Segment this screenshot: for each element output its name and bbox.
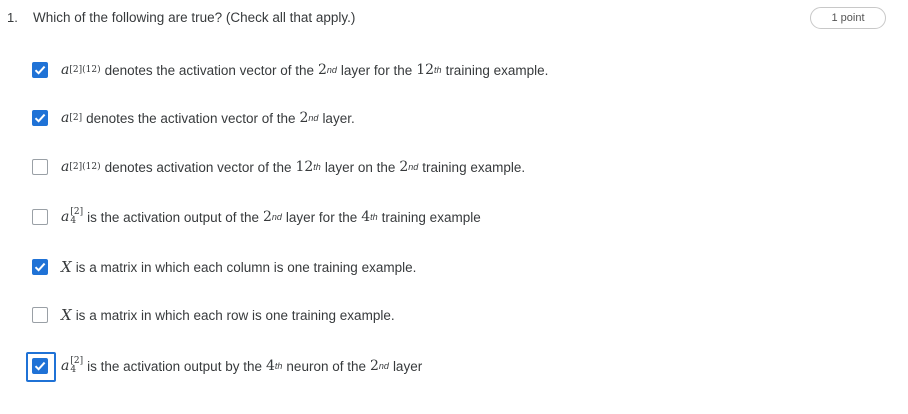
option-4[interactable]: [32, 205, 485, 229]
math-a: a: [61, 62, 70, 78]
math-ordinal: nd: [378, 361, 389, 371]
option-text: is a matrix in which each column is one training example.: [75, 259, 417, 275]
checkbox-option-6[interactable]: [32, 307, 48, 323]
checkbox-option-1[interactable]: [32, 62, 48, 78]
math-number: 4: [361, 209, 371, 225]
checkbox-option-5[interactable]: [32, 259, 48, 275]
option-text: is a matrix in which each row is one training example.: [75, 307, 395, 323]
focus-ring: [26, 352, 56, 382]
math-ordinal: nd: [408, 162, 419, 172]
math-subscript: 4: [70, 216, 77, 226]
option-7[interactable]: [32, 354, 426, 378]
option-text: layer: [392, 358, 423, 374]
math-ordinal: nd: [308, 113, 319, 123]
checkmark-icon: [34, 112, 46, 124]
math-number: 2: [317, 62, 327, 78]
option-text: training example.: [422, 159, 526, 175]
points-badge: 1 point: [810, 7, 886, 29]
option-text: layer for the: [340, 62, 413, 78]
math-number: 2: [399, 159, 409, 175]
math-number: 2: [370, 358, 379, 374]
option-text: denotes the activation vector of the: [104, 62, 314, 78]
option-text: training example: [381, 209, 481, 225]
math-number: 12: [295, 159, 314, 175]
checkbox-option-7[interactable]: [32, 358, 48, 374]
option-text: denotes the activation vector of the: [86, 110, 296, 126]
math-ordinal: nd: [271, 212, 282, 222]
math-superscript: [2](12): [69, 65, 101, 75]
option-3[interactable]: [32, 155, 529, 179]
math-superscript: [2]: [69, 113, 83, 123]
math-ordinal: th: [434, 65, 442, 75]
math-ordinal: nd: [326, 65, 337, 75]
option-text: is the activation output by the: [87, 358, 262, 374]
checkmark-icon: [34, 64, 46, 76]
math-number: 12: [416, 62, 435, 78]
math-number: 2: [262, 209, 272, 225]
math-x: X: [61, 306, 72, 324]
option-5[interactable]: [32, 255, 420, 279]
math-a: a: [61, 209, 70, 225]
option-text: neuron of the: [286, 358, 366, 374]
math-number: 4: [265, 358, 275, 374]
option-text: is the activation output of the: [87, 209, 259, 225]
math-superscript: [2](12): [69, 162, 101, 172]
math-superscript: [2]: [70, 207, 84, 217]
math-subscript: 4: [70, 365, 77, 375]
math-a: a: [61, 110, 70, 126]
math-super-sub: [70, 208, 83, 226]
option-text: layer on the: [324, 159, 396, 175]
math-ordinal: th: [313, 162, 321, 172]
option-2[interactable]: [32, 106, 359, 130]
checkbox-option-3[interactable]: [32, 159, 48, 175]
question-number: 1.: [7, 10, 18, 25]
math-number: 2: [299, 110, 309, 126]
option-text: layer for the: [285, 209, 358, 225]
option-text: layer.: [322, 110, 355, 126]
math-super-sub: [70, 357, 83, 375]
math-ordinal: th: [370, 212, 378, 222]
math-ordinal: th: [274, 361, 283, 371]
option-text: denotes activation vector of the: [104, 159, 292, 175]
math-x: X: [61, 258, 72, 276]
checkmark-icon: [34, 261, 46, 273]
math-a: a: [61, 358, 70, 374]
option-text: training example.: [445, 62, 549, 78]
option-1[interactable]: [32, 58, 552, 82]
math-superscript: [2]: [70, 356, 84, 366]
checkbox-option-4[interactable]: [32, 209, 48, 225]
checkbox-option-2[interactable]: [32, 110, 48, 126]
math-a: a: [61, 159, 70, 175]
option-6[interactable]: [32, 303, 399, 327]
question-text: Which of the following are true? (Check all that apply.): [33, 10, 356, 25]
